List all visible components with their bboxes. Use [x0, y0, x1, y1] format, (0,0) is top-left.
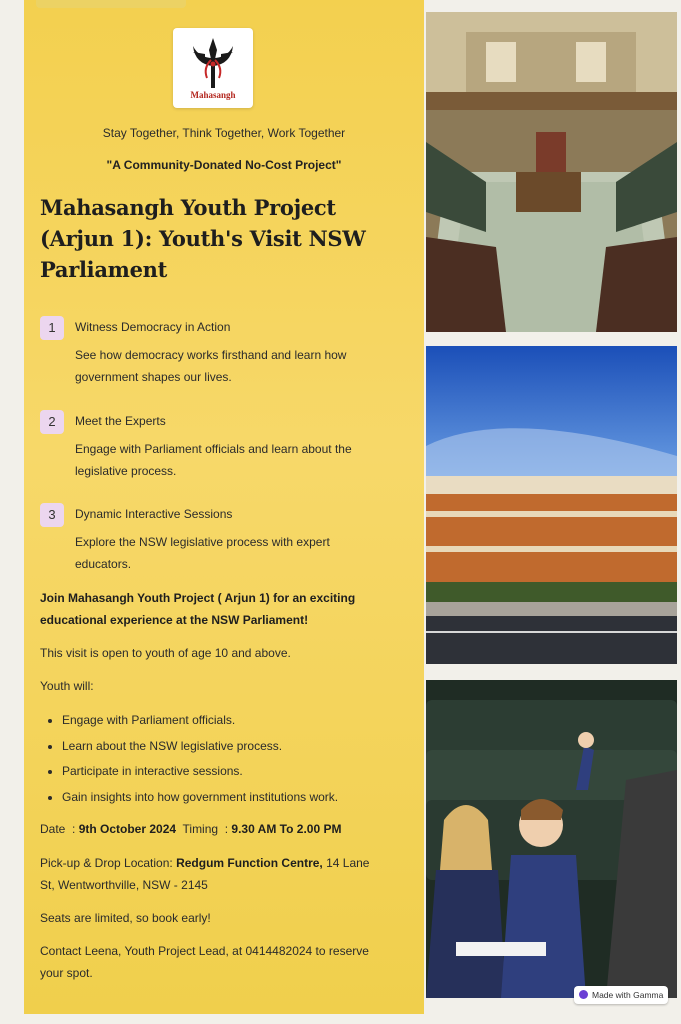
- badge-label: Made with Gamma: [592, 990, 664, 1000]
- list-item: • Gain insights into how government institutions work.: [62, 785, 402, 811]
- feature-heading: Witness Democracy in Action: [75, 320, 231, 334]
- feature-heading: Dynamic Interactive Sessions: [75, 507, 233, 521]
- trishul-icon: [191, 38, 235, 88]
- list-item: • Participate in interactive sessions.: [62, 759, 402, 785]
- join-text: Join Mahasangh Youth Project ( Arjun 1) for an exciting educational experience at the NSW Parliament!: [40, 591, 356, 627]
- feature-number: 2: [40, 410, 64, 434]
- location-address: 14 Lane St, Wentworthville, NSW - 2145: [40, 856, 370, 892]
- location-label: Pick-up & Drop Location:: [40, 856, 177, 870]
- feature-body: Explore the NSW legislative process with expert educators.: [75, 535, 330, 571]
- date-label: Date :: [40, 822, 79, 836]
- logo-text: Mahasangh: [190, 90, 236, 100]
- contact-text: Contact Leena, Youth Project Lead, at 0414482024 to reserve your spot.: [40, 944, 369, 980]
- chamber-photo: [426, 12, 677, 332]
- seats-text: Seats are limited, so book early!: [40, 911, 211, 925]
- feature-number: 3: [40, 503, 64, 527]
- date-value: 9th October 2024: [78, 822, 177, 836]
- feature-body: See how democracy works firsthand and learn how government shapes our lives.: [75, 348, 347, 384]
- made-with-gamma-badge[interactable]: [574, 986, 668, 1004]
- list-item: • Learn about the NSW legislative process.: [62, 734, 402, 760]
- feature-number: 1: [40, 316, 64, 340]
- feature-body: Engage with Parliament officials and learn about the legislative process.: [75, 442, 352, 478]
- list-item: • Engage with Parliament officials.: [62, 708, 402, 734]
- timing-value: 9.30 AM To 2.00 PM: [231, 822, 342, 836]
- building-photo: [426, 346, 677, 664]
- location-line: [40, 852, 385, 896]
- open-text: This visit is open to youth of age 10 and above.: [40, 646, 291, 660]
- building-image: [426, 346, 677, 664]
- timing-label: Timing :: [176, 822, 232, 836]
- tagline: Stay Together, Think Together, Work Together: [102, 126, 346, 140]
- youth-will-label: Youth will:: [40, 679, 94, 693]
- chamber-image: [426, 12, 677, 332]
- bullet-list: [40, 708, 402, 810]
- mahasangh-logo: [173, 28, 253, 108]
- students-image: [426, 680, 677, 998]
- location-venue: Redgum Function Centre,: [176, 856, 323, 870]
- students-photo: [426, 680, 677, 998]
- top-tab: [36, 0, 186, 8]
- subtitle: "A Community-Donated No-Cost Project": [106, 158, 342, 172]
- page-title: Mahasangh Youth Project (Arjun 1): Youth's Visit NSW Parliament: [40, 195, 366, 282]
- gamma-icon: [579, 990, 588, 999]
- date-line: [40, 818, 380, 840]
- feature-heading: Meet the Experts: [75, 414, 166, 428]
